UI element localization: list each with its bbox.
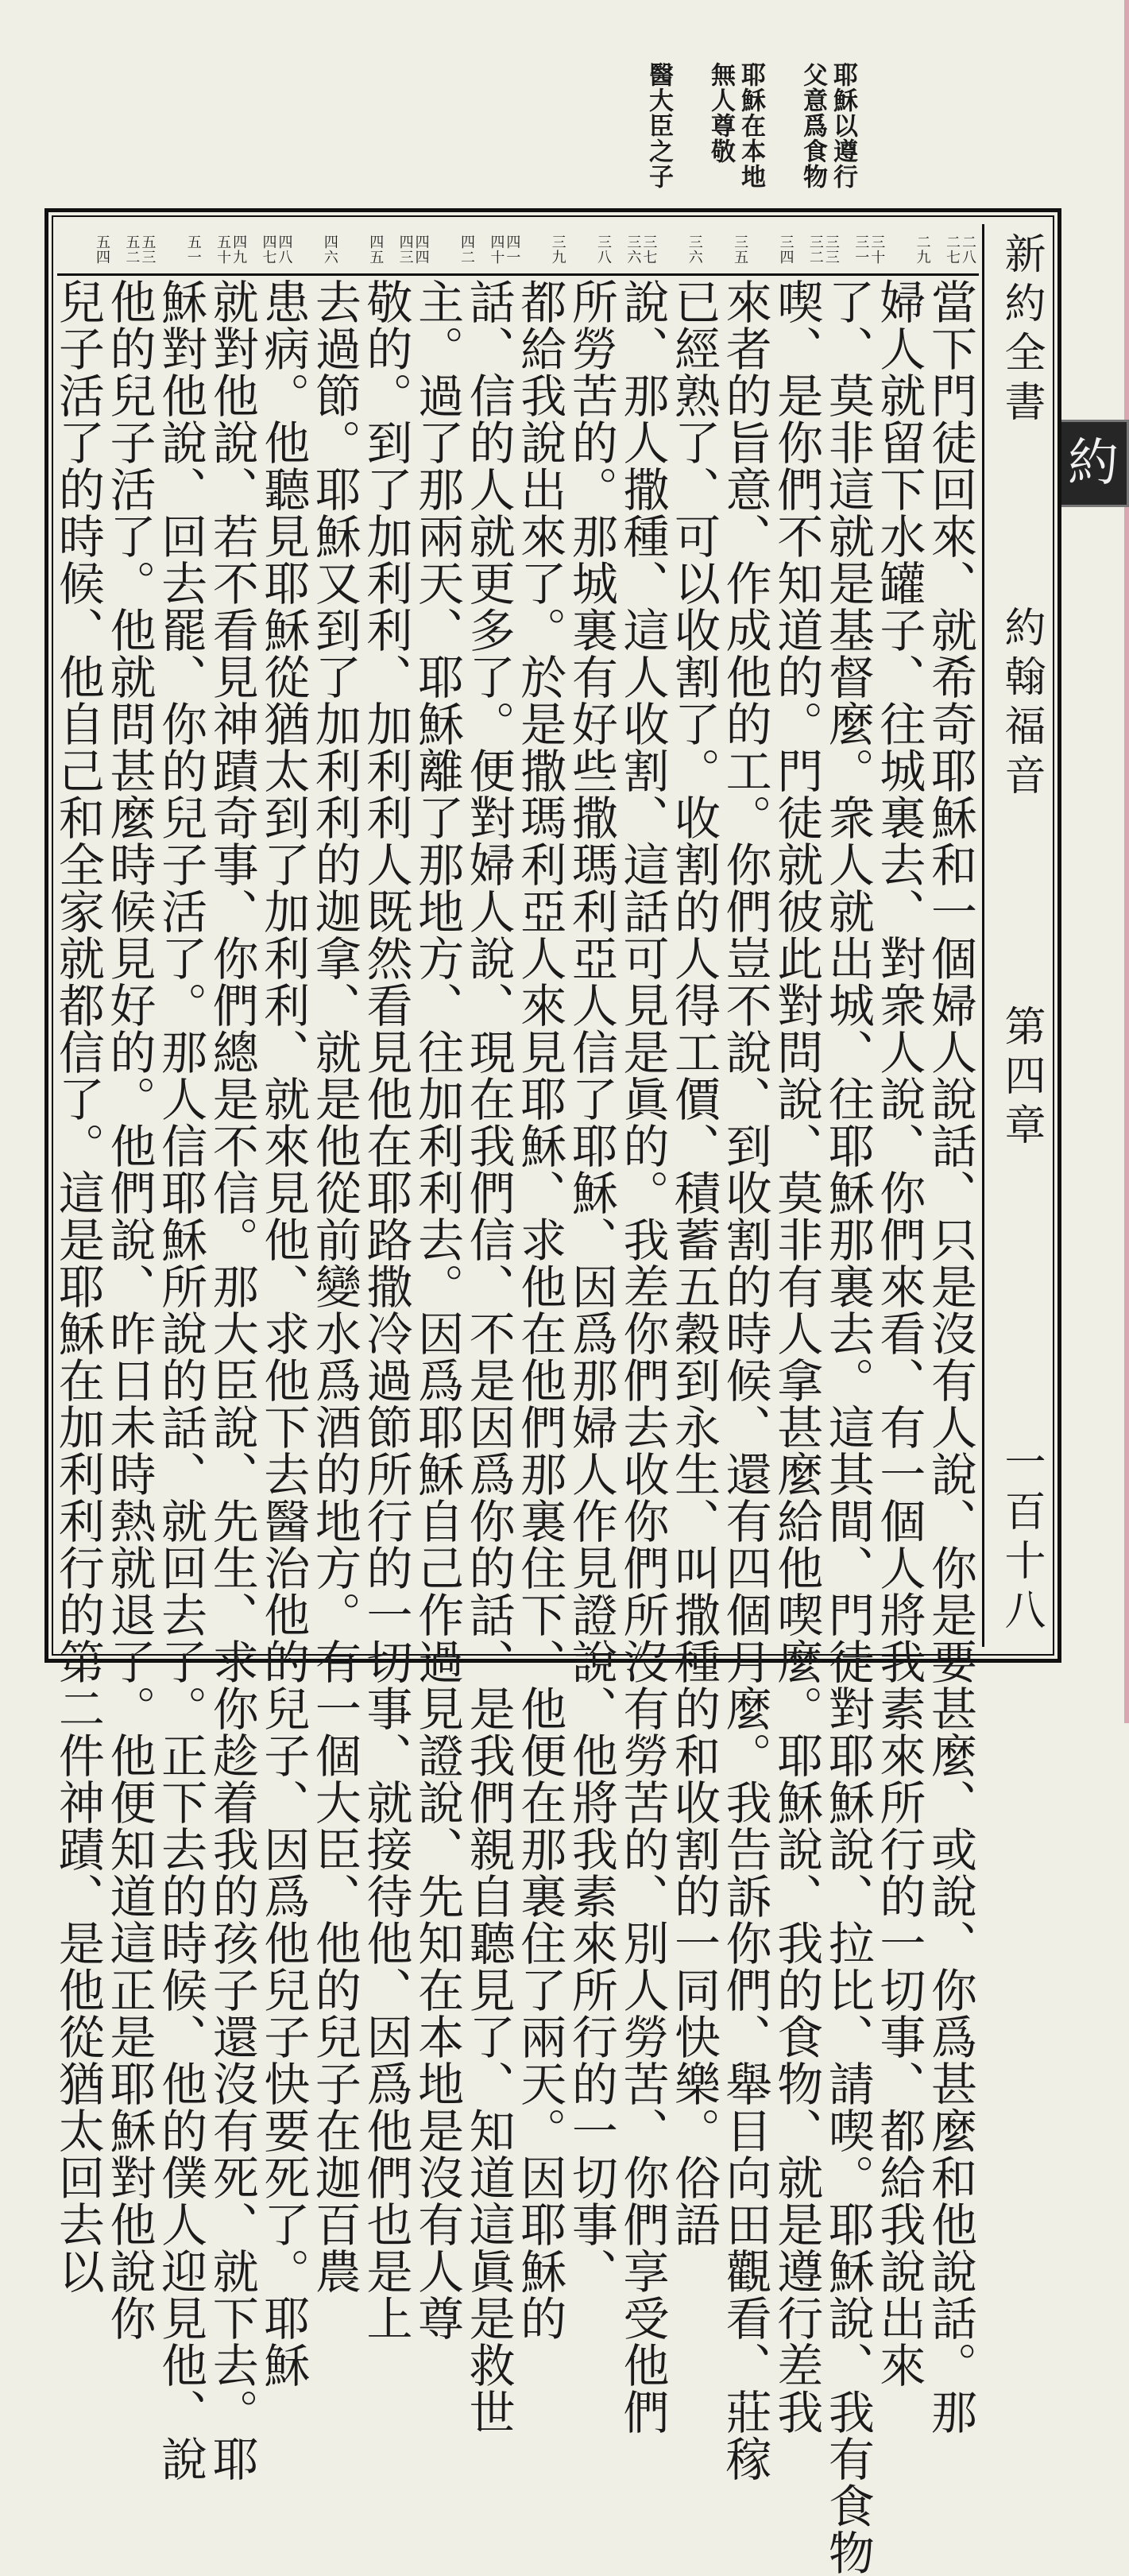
text-column: 他的兒子活了。他就問甚麼時候見好的。他們說、昨日未時熱就退了。他便知道這正是耶穌對他說你 [102,278,157,2342]
verse-number-label: 四一 四十 [488,234,521,265]
text-column: 話、信的人就更多了。便對婦人說、現在我們信、不是因爲你的話、是我們親自聽見了、知道這眞是救世 [461,278,516,2435]
verse-number-label: 四五 [367,234,385,265]
verse-number-label: 四二 [458,234,475,265]
verse-number-label: 三三 三二 [806,234,840,265]
thumb-index-tab: 約 [1057,420,1129,507]
verse-number-label: 四八 四七 [260,234,293,265]
text-column: 就對他說、若不看見神蹟奇事、你們總是不信。那大臣說、先生、求你趁着我的孩子還沒有死、就下去。耶 [204,278,259,2482]
margin-note: 醫大臣之子 [644,62,673,189]
text-column: 已經熟了、可以收割了。收割的人得工價、積蓄五穀到永生、叫撒種的和收割的一同快樂。俗語 [667,278,721,2248]
verse-number-label: 三九 [549,234,566,265]
text-column: 去過節。耶穌又到了加利利的迦拿、就是他從前變水爲酒的地方。有一個大臣、他的兒子在迦百農 [307,278,362,2295]
verse-number-label: 三八 [595,234,613,265]
verse-number-label: 三六 [686,234,703,265]
verse-number-label: 二九 [914,234,931,265]
verse-number-label: 四六 [321,234,338,265]
verse-number-label: 二八 二七 [944,234,976,265]
text-column: 說、那人撒種、這人收割、這話可見是眞的。我差你們去收你們所沒有勞苦的、別人勞苦、你們享受他們 [615,278,670,2435]
verse-number-label: 三七 三六 [624,234,658,265]
verse-number-label: 五三 五二 [123,234,157,265]
margin-notes [334,62,858,213]
running-header [982,224,1057,1647]
verse-number-label: 三四 [777,234,795,265]
verse-number-label: 五一 [184,234,202,265]
text-column: 婦人就留下水罐子、往城裏去、對衆人說、你們來看、有一個人將我素來所行的一切事、都給我說出來 [872,278,926,2388]
text-column: 所勞苦的。那城裏有好些撒瑪利亞人信了耶穌、因爲那婦人作見證說、他將我素來所行的一切事、 [563,278,618,2295]
text-column: 當下門徒回來、就希奇耶穌和一個婦人說話、只是沒有人說、你是要甚麼、或說、你爲甚麼和他說話。那 [923,278,977,2435]
verse-number-label: 四九 五十 [215,234,248,265]
text-column: 了、莫非這就是基督麼。衆人就出城、往耶穌那裏去。這其間、門徒對耶穌說、拉比、請喫。耶穌說、我有食物 [820,278,875,2576]
text-column: 兒子活了的時候、他自己和全家就都信了。這是耶穌在加利利行的第二件神蹟、是他從猶太回去以 [50,278,105,2295]
book-title: 新約全書 [997,232,1045,429]
verse-number-label: 五四 [94,234,110,265]
verse-number-label: 三十 三一 [853,234,886,265]
margin-note: 耶穌在本地 無人尊敬 [706,62,765,189]
body-text [50,278,977,2576]
text-column: 敬的。到了加利利、加利利人既然看見他在耶路撒冷過節所行的一切事、就接待他、因爲他們也是上 [358,278,413,2342]
text-column: 主。過了那兩天、耶穌離了那地方、往加利利去。因爲耶穌自己作過見證說、先知在本地是沒有人尊 [410,278,465,2342]
verse-number-label: 四四 四三 [396,234,430,265]
margin-note: 耶穌以遵行 父意爲食物 [798,62,857,189]
text-column: 喫、是你們不知道的。門徒就彼此對問說、莫非有人拿甚麼給他喫麼。耶穌說、我的食物、就是遵行差我 [769,278,824,2435]
text-column: 患病。他聽見耶穌從猶太到了加利利、就來見他、求他下去醫治他的兒子、因爲他兒子快要死了。耶穌 [256,278,311,2388]
text-column: 來者的旨意、作成他的工。你們豈不說、到收割的時候、還有四個月麼。我告訴你們、舉目向田觀看、莊稼 [717,278,772,2482]
verse-number-row [57,224,979,276]
verse-number-label: 三五 [732,234,749,265]
page-number: 一百十八 [997,1440,1045,1637]
text-column: 穌對他說、回去罷、你的兒子活了。那人信耶穌所說的話、就回去了。正下去的時候、他的僕人迎見他、說 [153,278,208,2482]
chapter-title: 第四章 [997,1005,1045,1152]
text-column: 都給我說出來了。於是撒瑪利亞人來見耶穌、求他在他們那裏住下、他便在那裏住了兩天。因耶穌的 [512,278,567,2342]
page-edge [1124,0,1129,1723]
gospel-title: 約翰福音 [997,606,1045,803]
